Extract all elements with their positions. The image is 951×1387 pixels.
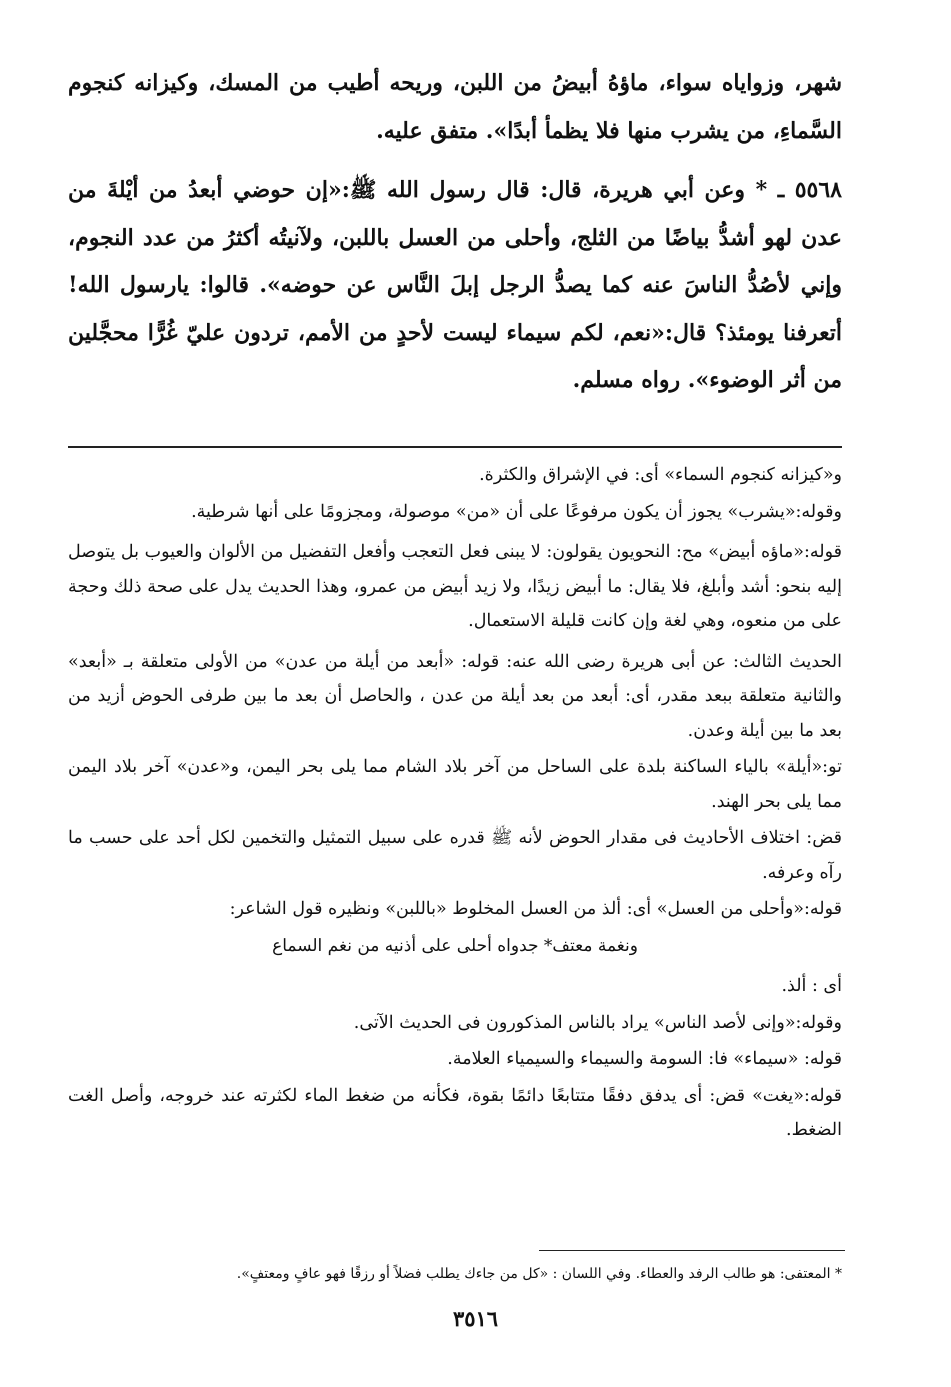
- footnote: * المعتفى: هو طالب الرفد والعطاء. وفي اللسان : «كل من جاءك يطلب فضلاً أو رزقًا فهو عافٍ ومعتفٍ».: [236, 1266, 842, 1282]
- note-paragraph: قوله:«يغت» قض: أى يدفق دفقًا متتابعًا دائمًا بقوة، فكأنه من ضغط الماء لكثرته عند خروجه، وأصل الغت الضغط.: [68, 1085, 842, 1140]
- poetry-verse: ونغمة معتف* جدواه أحلى على أذنيه من نغم السماع: [272, 935, 638, 956]
- note-paragraph: الحديث الثالث: عن أبى هريرة رضى الله عنه: قوله: «أبعد من أيلة من عدن» من الأولى متعلقة بـ «أبعد» والثانية متعلقة ببعد مقدر، أى: أبعد من بعد أيلة من عدن ، والحاصل أن بعد ما بين طرفى الحوض أزيد من بعد ما بين أيلة وعدن.: [68, 651, 842, 741]
- section-divider: [68, 446, 842, 448]
- note-paragraph: تو:«أيلة» بالياء الساكنة بلدة على الساحل من آخر بلاد الشام مما يلى بحر اليمن، و«عدن» آخر بلاد اليمن مما يلى بحر الهند.: [68, 757, 842, 812]
- note-paragraph: وقوله:«وإنى لأصد الناس» يراد بالناس المذكورون فى الحديث الآتى.: [353, 1012, 842, 1033]
- note-paragraph: وقوله:«يشرب» يجوز أن يكون مرفوعًا على أن «من» موصولة، ومجزومًا على أنها شرطية.: [191, 501, 842, 522]
- hadith-5568: ٥٥٦٨ ـ * وعن أبي هريرة، قال: قال رسول الله ﷺ:«إن حوضي أبعدُ من أيْلةَ من عدن لهو أشدُّ بياضًا من الثلج، وأحلى من العسل باللبن، ولآنيتُه أكثرُ من عدد النجوم، وإني لأصُدُّ الناسَ عنه كما يصدُّ الرجل إبلَ النَّاس عن حوضه». قالوا: يارسول الله! أتعرفنا يومئذ؟ قال:«نعم، لكم سيماء ليست لأحدٍ من الأمم، تردون عليّ غُرًّا محجَّلين من أثر الوضوء». رواه مسلم.: [68, 177, 842, 393]
- note-paragraph: أى : ألذ.: [781, 976, 842, 996]
- main-text: [68, 60, 842, 405]
- page-number: ٣٥١٦: [452, 1306, 499, 1331]
- note-paragraph: و«كيزانه كنجوم السماء» أى: في الإشراق والكثرة.: [479, 465, 842, 485]
- paragraph-continuation: شهر، وزواياه سواء، ماؤهُ أبيضُ من اللبن، وريحه أطيب من المسك، وكيزانه كنجوم السَّماءِ، من يشرب منها فلا يظمأ أبدًا». متفق عليه.: [68, 70, 842, 144]
- footnote-divider: [539, 1250, 845, 1251]
- commentary: [68, 458, 842, 1150]
- note-paragraph: قض: اختلاف الأحاديث فى مقدار الحوض لأنه ﷺ قدره على سبيل التمثيل والتخمين لكل أحد على حسب ما رآه وعرفه.: [68, 828, 842, 883]
- note-paragraph: قوله: «سيماء» فا: السومة والسيماء والسيمياء العلامة.: [447, 1049, 842, 1069]
- note-paragraph: قوله:«وأحلى من العسل» أى: ألذ من العسل المخلوط «باللبن» ونظيره قول الشاعر:: [229, 899, 842, 919]
- note-paragraph: قوله:«ماؤه أبيض» مح: النحويون يقولون: لا يبنى فعل التعجب وأفعل التفضيل من الألوان والعيوب بل يتوصل إليه بنحو: أشد وأبلغ، فلا يقال: ما أبيض زيدًا، ولا زيد أبيض من عمرو، وهذا الحديث يدل على صحة ذلك وحجة على من منعوه، وهي لغة وإن كانت قليلة الاستعمال.: [68, 542, 842, 631]
